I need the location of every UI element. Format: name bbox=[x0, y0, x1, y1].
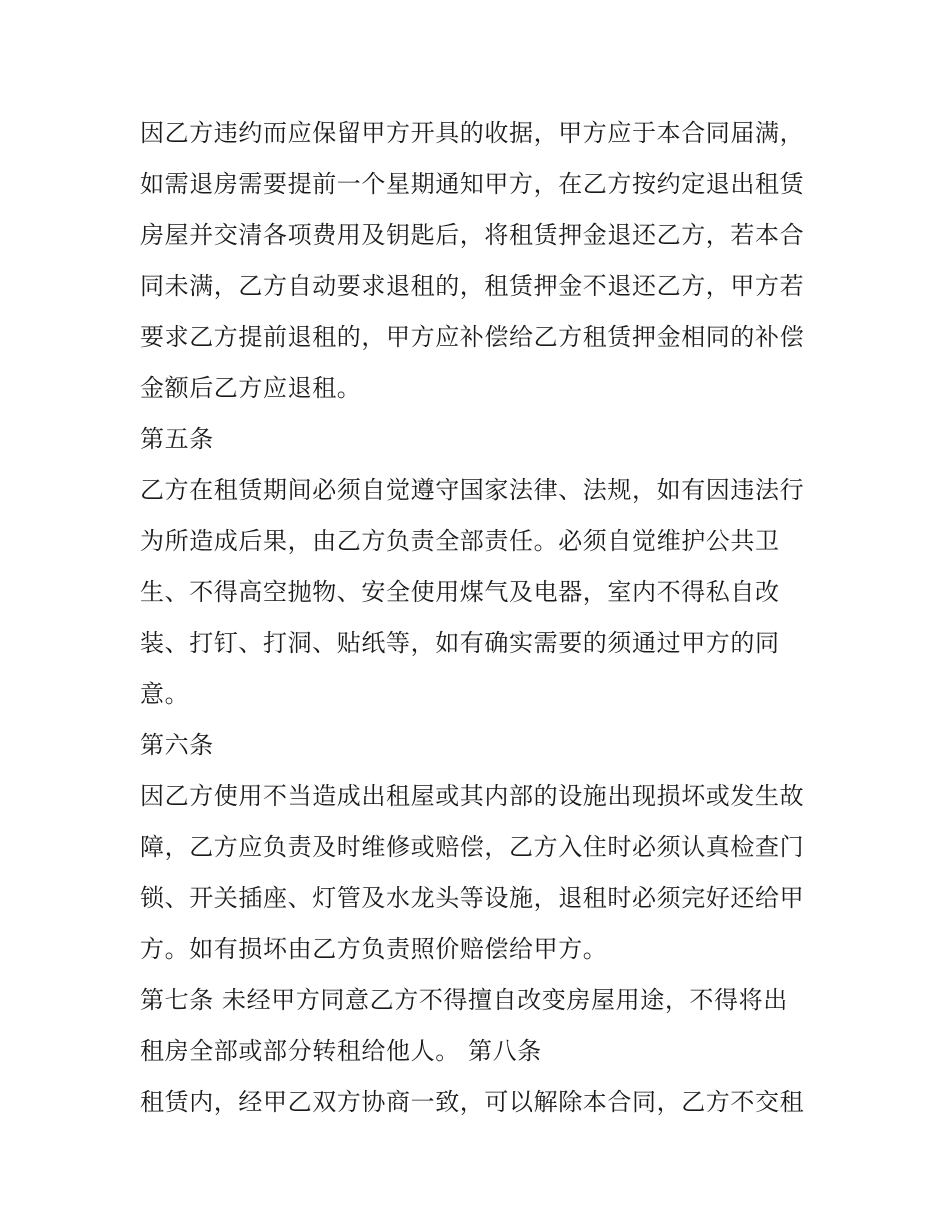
text-line: 生、不得高空抛物、安全使用煤气及电器，室内不得私自改 bbox=[140, 578, 780, 606]
text-line: 为所造成后果，由乙方负责全部责任。必须自觉维护公共卫 bbox=[140, 527, 780, 555]
document-body bbox=[140, 108, 820, 1128]
section-heading-7: 第七条 未经甲方同意乙方不得擅自改变房屋用途，不得将出 bbox=[140, 986, 788, 1014]
text-line: 方。如有损坏由乙方负责照价赔偿给甲方。 bbox=[140, 935, 608, 963]
text-line: 障，乙方应负责及时维修或赔偿，乙方入住时必须认真检查门 bbox=[140, 833, 805, 861]
text-line: 因乙方违约而应保留甲方开具的收据，甲方应于本合同届满， bbox=[140, 119, 805, 147]
text-line: 因乙方使用不当造成出租屋或其内部的设施出现损坏或发生故 bbox=[140, 782, 805, 810]
section-heading-6: 第六条 bbox=[140, 731, 214, 759]
text-line: 如需退房需要提前一个星期通知甲方，在乙方按约定退出租赁 bbox=[140, 170, 805, 198]
text-line: 金额后乙方应退租。 bbox=[140, 374, 362, 402]
text-line: 乙方在租赁期间必须自觉遵守国家法律、法规，如有因违法行 bbox=[140, 476, 805, 504]
text-line: 租房全部或部分转租给他人。 第八条 bbox=[140, 1037, 542, 1065]
text-line: 锁、开关插座、灯管及水龙头等设施，退租时必须完好还给甲 bbox=[140, 884, 805, 912]
text-line: 要求乙方提前退租的，甲方应补偿给乙方租赁押金相同的补偿 bbox=[140, 323, 805, 351]
section-heading-5: 第五条 bbox=[140, 425, 214, 453]
text-line: 装、打钉、打洞、贴纸等，如有确实需要的须通过甲方的同 bbox=[140, 629, 780, 657]
text-line: 意。 bbox=[140, 680, 190, 708]
text-line: 租赁内，经甲乙双方协商一致，可以解除本合同，乙方不交租 bbox=[140, 1088, 805, 1116]
text-line: 同未满，乙方自动要求退租的，租赁押金不退还乙方，甲方若 bbox=[140, 272, 805, 300]
text-line: 房屋并交清各项费用及钥匙后，将租赁押金退还乙方，若本合 bbox=[140, 221, 805, 249]
